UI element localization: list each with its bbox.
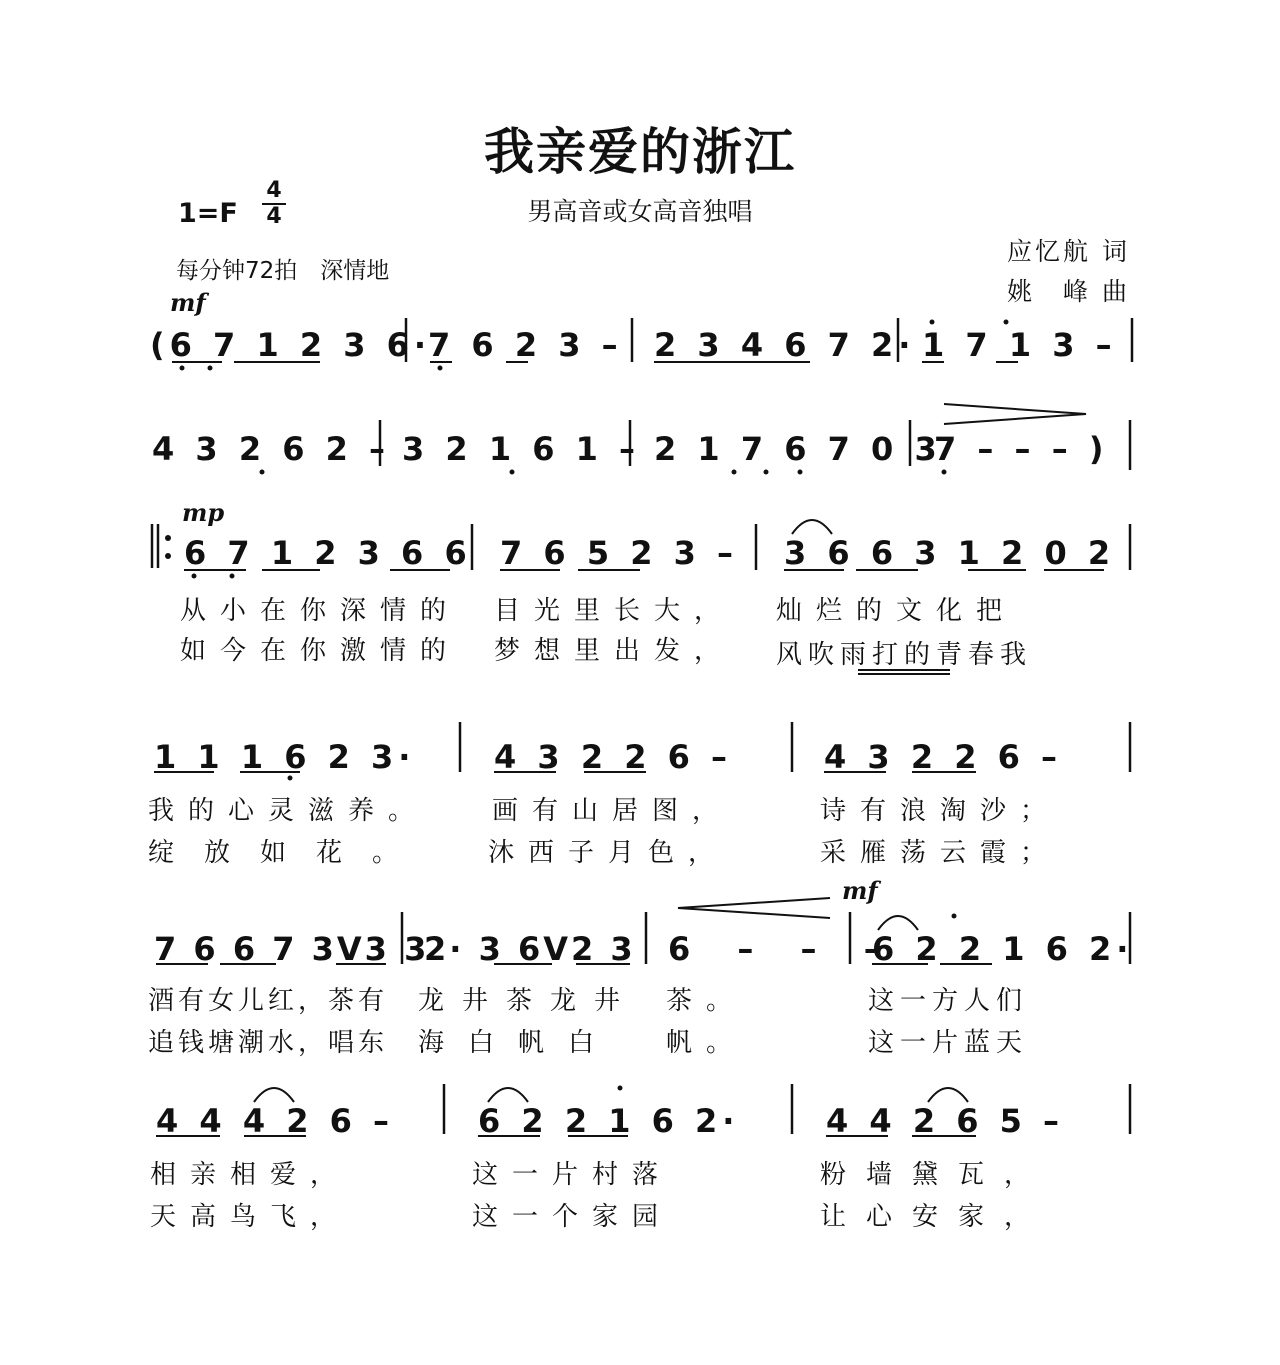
lyric-line: 粉墙黛瓦， (820, 1160, 1051, 1190)
crescendo-hairpin (678, 898, 830, 918)
bar-notes: 4 4 4 2 6 – (156, 1102, 395, 1140)
slur (488, 1088, 528, 1102)
time-signature-bottom: 4 (266, 204, 282, 229)
octave-dot (942, 470, 947, 475)
repeat-dot (165, 535, 171, 541)
lyric-line: 从小在你深情的 (180, 596, 461, 626)
octave-dot (230, 574, 235, 579)
song-subtitle: 男高音或女高音独唱 (527, 197, 753, 226)
bar-notes: 4 3 2 2 6 – (824, 738, 1063, 776)
slur (928, 1088, 968, 1102)
octave-dot-high (1004, 320, 1009, 325)
lyric-line: 灿烂的文化把 (776, 596, 1017, 626)
octave-dot (438, 366, 443, 371)
lyric-line: 帆。 (666, 1028, 747, 1058)
octave-dot (180, 366, 185, 371)
lyric-line: 我的心灵滋养。 (148, 796, 429, 826)
lyric-line: 画有山居图， (492, 796, 733, 826)
slur (792, 520, 832, 534)
bar-notes: 6 2 2 1 6 2· (478, 1102, 740, 1140)
lyric-line: 这一个家园 (472, 1202, 673, 1232)
bar-notes: 2 1 7 6 7 0 3 (654, 430, 942, 468)
lyric-line: 相亲相爱， (150, 1160, 351, 1190)
octave-dot (208, 366, 213, 371)
bar-notes: 4 3 2 6 2 – (152, 430, 391, 468)
bar-notes: 7 – – – ) (934, 430, 1109, 468)
slur (878, 916, 918, 930)
lyric-line: 天高鸟飞， (150, 1202, 351, 1232)
bar-notes: 7 6 6 7 3ᐯ3 3 (154, 930, 430, 968)
tempo-marking: 每分钟72拍 深情地 (176, 258, 390, 284)
dynamic-mf-intro: mf (170, 288, 206, 317)
lyric-line: 龙井茶龙井 (418, 986, 639, 1016)
bar-notes: 7 6 2 3 – (428, 326, 623, 364)
lyric-line: 绽放如花。 (148, 838, 429, 868)
octave-dot-high (952, 914, 957, 919)
octave-dot (260, 470, 265, 475)
lyric-line: 酒有女儿红，茶有 (148, 986, 389, 1016)
lyric-line: 如今在你激情的 (180, 636, 461, 666)
bar-notes: 3 6 6 3 1 2 0 2 (784, 534, 1116, 572)
octave-dot (798, 470, 803, 475)
bar-notes: 6 7 1 2 3 6 6 (184, 534, 472, 572)
lyric-line: 这一片蓝天 (868, 1028, 1029, 1058)
lyric-line: 茶。 (666, 986, 747, 1016)
key-signature: 1=F (178, 198, 238, 229)
slur (254, 1088, 294, 1102)
lyric-line: 诗有浪淘沙； (820, 796, 1061, 826)
octave-dot (192, 574, 197, 579)
bar-notes: 2 3 4 6 7 2· (654, 326, 916, 364)
dynamic-mp-verse: mp (182, 498, 225, 527)
octave-dot (510, 470, 515, 475)
bar-notes: (6 7 1 2 3 6· (150, 326, 432, 364)
lyric-line: 追钱塘潮水，唱东 (148, 1028, 389, 1058)
bar-notes: 2· 3 6ᐯ2 3 (424, 930, 636, 968)
lyric-line: 让心安家， (820, 1202, 1051, 1232)
octave-dot-high (618, 1086, 623, 1091)
lyric-line: 这一片村落 (472, 1160, 673, 1190)
bar-notes: 6 – – – (668, 930, 898, 968)
octave-dot (732, 470, 737, 475)
lyric-line: 目光里长大， (494, 596, 735, 626)
song-title: 我亲爱的浙江 (484, 123, 796, 181)
decrescendo-hairpin (944, 404, 1086, 424)
lyric-line: 海白帆白 (418, 1028, 619, 1058)
octave-dot (288, 776, 293, 781)
lyric-line: 采雁荡云霞； (820, 838, 1061, 868)
bar-notes: 1 1 1 6 2 3· (154, 738, 416, 776)
bar-notes: 3 2 1 6 1 – (402, 430, 641, 468)
composer-credit: 姚 峰 曲 (1007, 277, 1130, 306)
lyric-line: 风吹雨打的青春我 (776, 640, 1033, 670)
bar-notes: 4 4 2 6 5 – (826, 1102, 1065, 1140)
bar-notes: 4 3 2 2 6 – (494, 738, 733, 776)
octave-dot-high (930, 320, 935, 325)
octave-dot (764, 470, 769, 475)
bar-notes: 1 7 1 3 – (922, 326, 1117, 364)
repeat-dot (165, 553, 171, 559)
dynamic-mf-chorus: mf (842, 876, 878, 905)
lyric-line: 这一方人们 (868, 986, 1029, 1016)
bar-notes: 7 6 5 2 3 – (500, 534, 739, 572)
time-signature-top: 4 (266, 178, 282, 203)
lyricist-credit: 应忆航 词 (1007, 237, 1130, 266)
lyric-line: 沐西子月色， (488, 838, 729, 868)
lyric-line: 梦想里出发， (494, 636, 735, 666)
bar-notes: 6 2 2 1 6 2· (872, 930, 1134, 968)
